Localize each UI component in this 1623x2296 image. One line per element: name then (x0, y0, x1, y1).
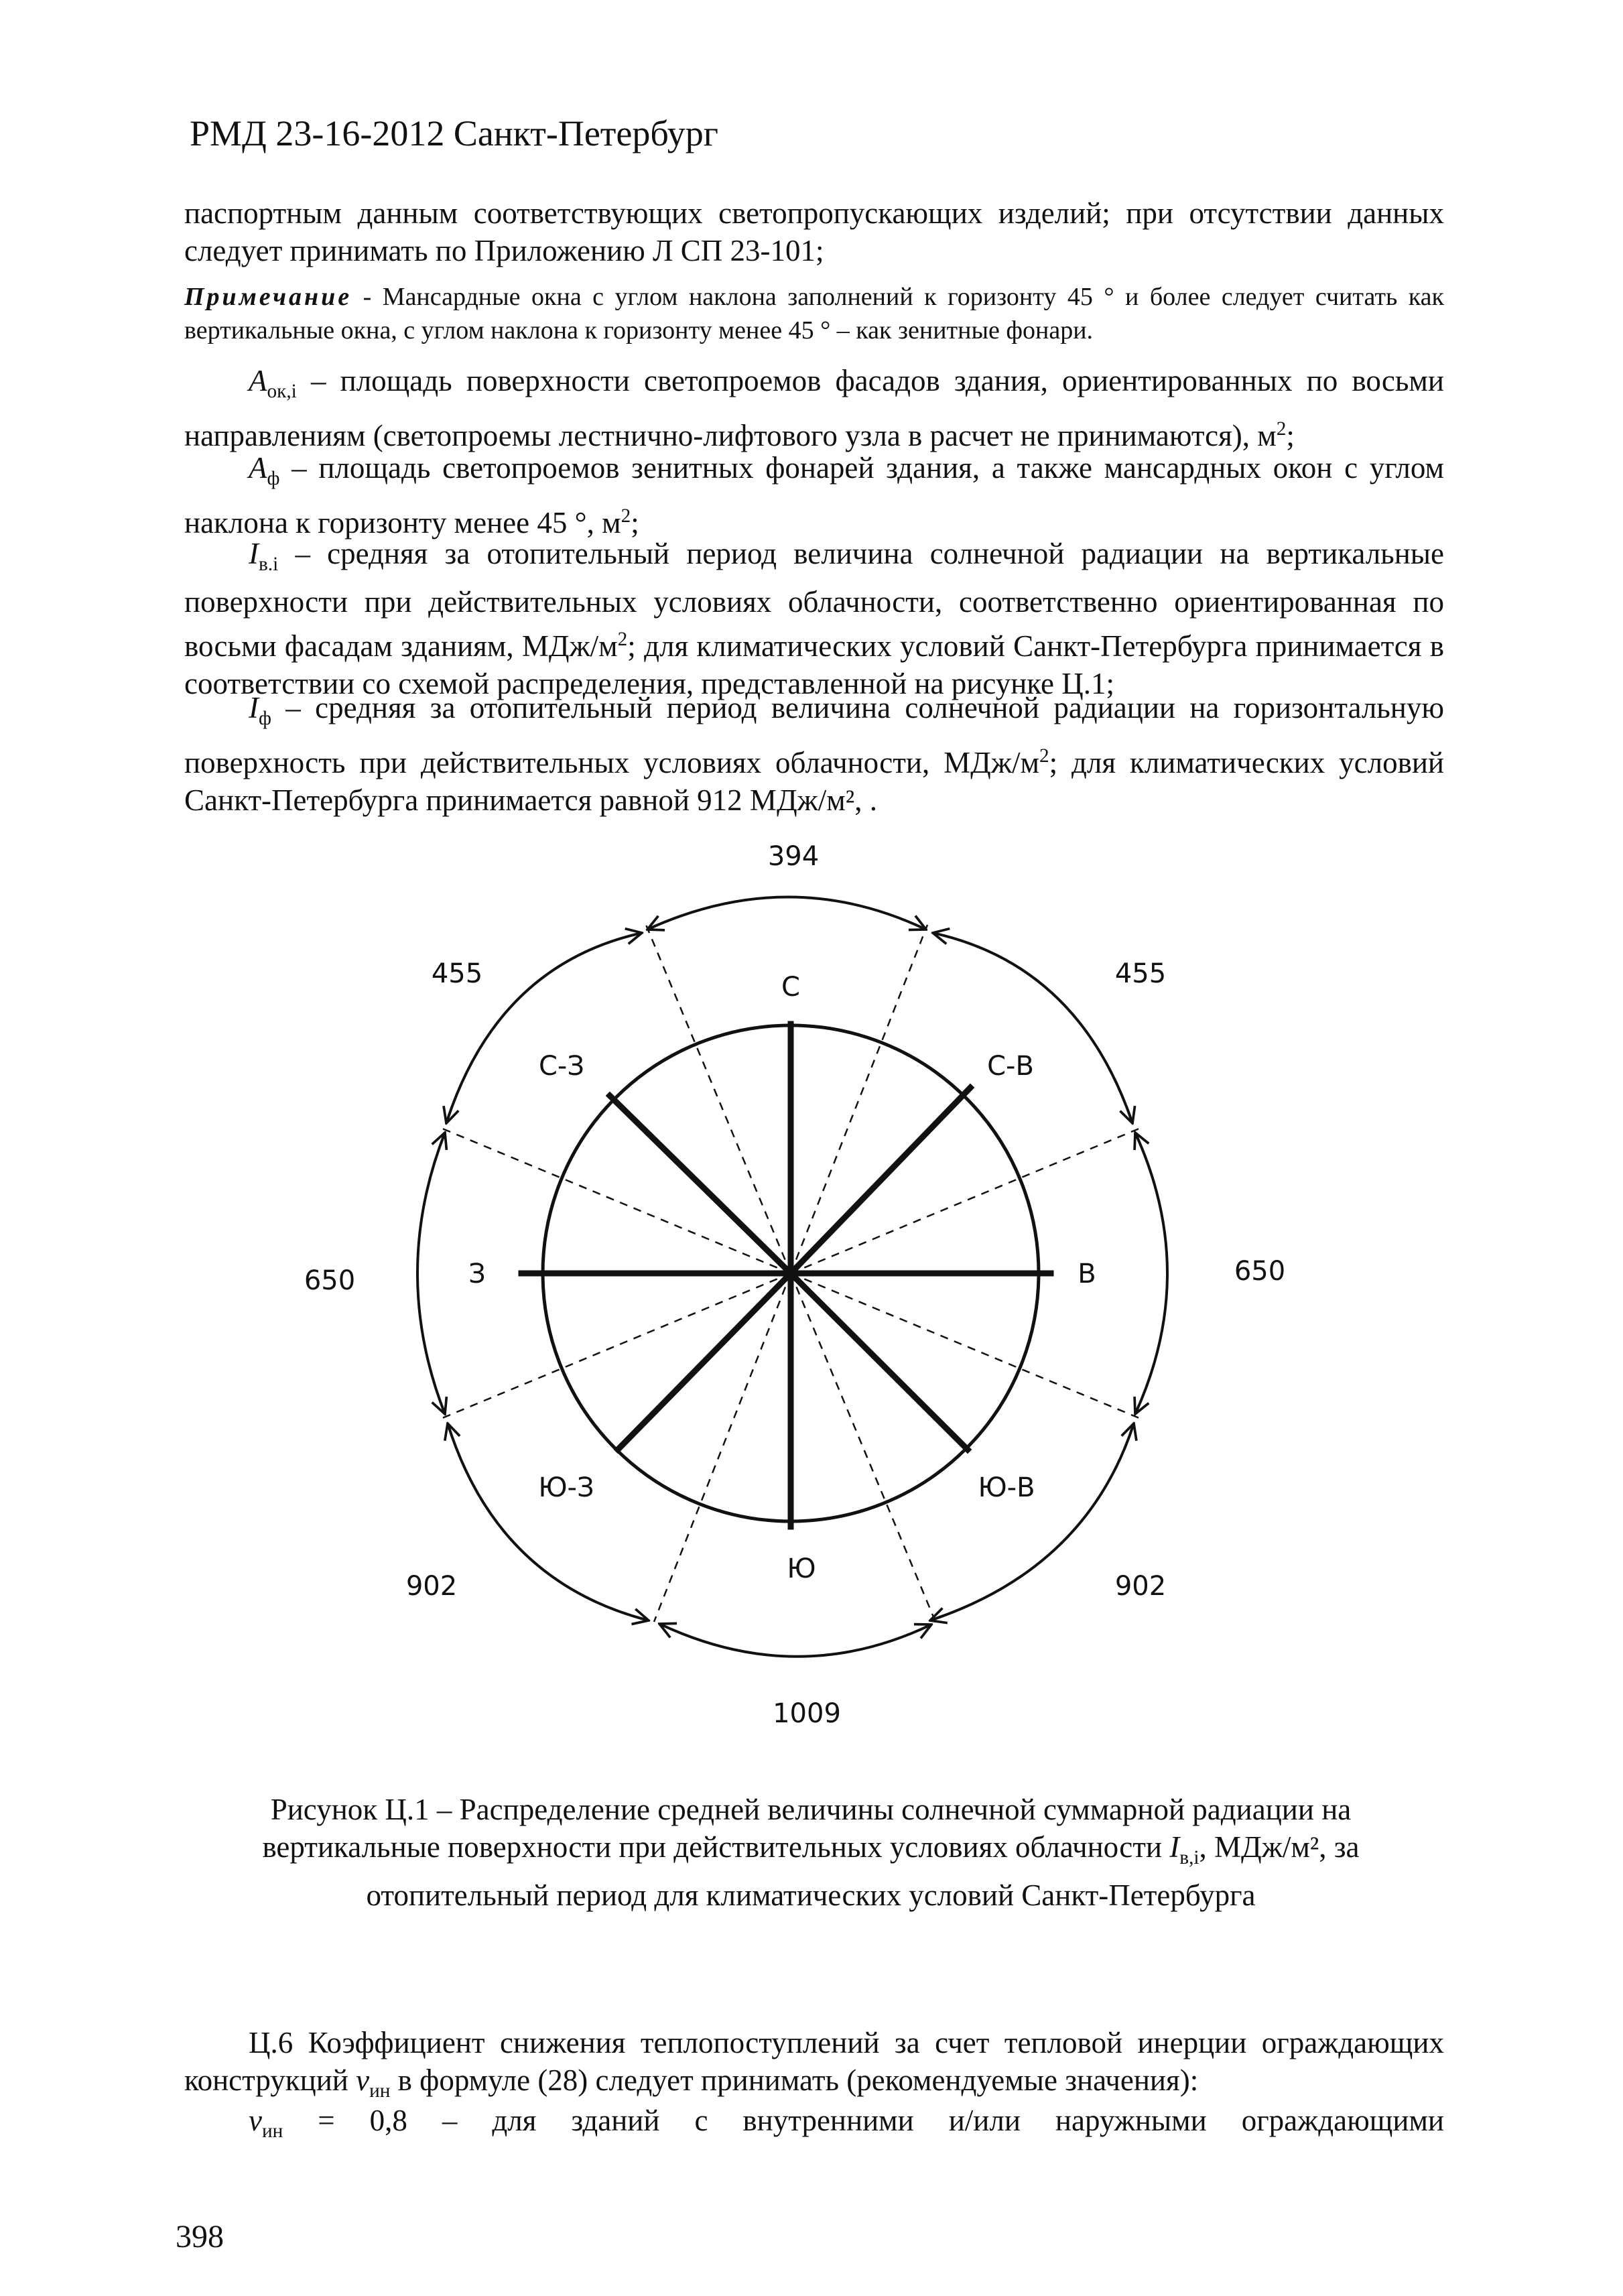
spoke-nw (610, 1096, 791, 1273)
value-e: 650 (1234, 1256, 1286, 1287)
boundary-ene (791, 1129, 1139, 1273)
spoke-se (791, 1273, 968, 1450)
definition-tail: ; для климатических условий Санкт-Петербурга принимается в соответствии со схемой распределения, представленной на рисунке Ц.1; (184, 629, 1444, 700)
boundary-ssw (654, 1273, 791, 1622)
boundary-nne (791, 925, 927, 1273)
symbol: A (249, 364, 267, 397)
spoke-ne (791, 1088, 970, 1273)
value-n: 394 (767, 841, 820, 872)
unit-superscript: 2 (1276, 418, 1287, 440)
note-label: Примечание (184, 283, 352, 311)
caption-line-2-pre: вертикальные поверхности при действительных условиях облачности (262, 1830, 1170, 1864)
definition-text: – средняя за отопительный период величина солнечной радиации на вертикальные поверхности при действительных условиях облачности, соответственно ориентированная по восьми фасадам зданиям, МДж/м (184, 537, 1444, 663)
definition-tail: ; (1286, 419, 1295, 452)
caption-line-2 (174, 1828, 1447, 1876)
definition-text: – средняя за отопительный период величина солнечной радиации на горизонтальную поверхность при действительных условиях облачности, МДж/м (184, 691, 1444, 779)
direction-label-nw: С-З (538, 1051, 585, 1082)
value-symbol: ν (249, 2104, 262, 2137)
boundary-wnw (442, 1129, 791, 1273)
direction-label-se: Ю-В (978, 1472, 1035, 1503)
figure-caption (174, 1791, 1447, 1914)
direction-label-n: С (781, 972, 800, 1003)
section-symbol-subscript: ин (369, 2080, 391, 2102)
spoke-sw (618, 1273, 791, 1450)
value-ne: 455 (1114, 958, 1167, 989)
value-line-text: = 0,8 – для зданий с внутренними и/или наружными ограждающими (283, 2104, 1444, 2137)
arrow-e (1135, 1133, 1167, 1414)
arrow-n (647, 897, 926, 930)
note-text: - Мансардные окна с углом наклона заполнений к горизонту 45 ° и более следует считать как вертикальные окна, с углом наклона к горизонту менее 45 ° – как зенитные фонари. (184, 283, 1444, 344)
symbol: I (249, 537, 259, 570)
definition-text: – площадь светопроемов зенитных фонарей здания, а также мансардных окон с углом наклона к горизонту менее 45 °, м (184, 451, 1444, 539)
value-s: 1009 (773, 1698, 841, 1729)
value-sw: 902 (405, 1571, 458, 1602)
value-nw: 455 (431, 958, 483, 989)
section-symbol: ν (356, 2063, 370, 2097)
direction-spokes (521, 1024, 1051, 1527)
page-header: РМД 23-16-2012 Санкт-Петербург (190, 113, 718, 153)
boundary-ese (791, 1273, 1139, 1418)
arrow-s (659, 1624, 931, 1657)
direction-label-s: Ю (787, 1553, 816, 1584)
intro-paragraph (184, 194, 1444, 269)
symbol-subscript: в.i (259, 554, 279, 575)
unit-superscript: 2 (617, 629, 628, 650)
definition-a-f (184, 449, 1444, 541)
caption-line-3: отопительный период для климатических условий Санкт-Петербурга (366, 1878, 1256, 1912)
section-c6-value-line (184, 2102, 1444, 2150)
symbol-subscript: ок,i (267, 381, 297, 402)
direction-label-ne: С-В (987, 1051, 1034, 1082)
direction-label-e: В (1078, 1259, 1096, 1289)
intro-text: паспортным данным соответствующих светопропускающих изделий; при отсутствии данных следует принимать по Приложению Л СП 23-101; (184, 196, 1444, 267)
unit-superscript: 2 (1039, 745, 1049, 767)
note-paragraph (184, 280, 1444, 347)
page-number: 398 (176, 2219, 224, 2254)
symbol: A (249, 451, 267, 485)
definition-tail: ; для климатических условий Санкт-Петербурга принимается равной 912 МДж/м², . (184, 746, 1444, 817)
value-symbol-subscript: ин (261, 2120, 283, 2142)
value-se: 902 (1114, 1571, 1167, 1602)
radiation-distribution-figure (0, 824, 1623, 1763)
caption-line-1: Рисунок Ц.1 – Распределение средней величины солнечной суммарной радиации на (270, 1793, 1352, 1826)
unit-superscript: 2 (621, 505, 631, 527)
boundary-nnw (646, 925, 791, 1273)
symbol-subscript: ф (267, 468, 280, 489)
definition-i-f (184, 689, 1444, 819)
direction-label-sw: Ю-З (538, 1472, 594, 1503)
direction-label-w: З (468, 1259, 486, 1289)
arrow-w (417, 1133, 445, 1414)
caption-symbol: I (1169, 1830, 1180, 1864)
definition-a-ok (184, 362, 1444, 454)
symbol-subscript: ф (259, 708, 271, 729)
definition-i-v (184, 535, 1444, 702)
symbol: I (249, 691, 259, 724)
caption-symbol-subscript: в,i (1179, 1847, 1199, 1868)
section-text-2: в формуле (28) следует принимать (рекомендуемые значения): (390, 2063, 1199, 2097)
section-text-1: Ц.6 Коэффициент снижения теплопоступлений за счет тепловой инерции ограждающих конструкций (184, 2026, 1444, 2097)
boundary-wsw (442, 1273, 791, 1418)
definition-tail: ; (631, 506, 639, 539)
caption-line-2-post: , МДж/м², за (1199, 1830, 1360, 1864)
definition-text: – площадь поверхности светопроемов фасадов здания, ориентированных по восьми направлениям (светопроемы лестнично-лифтового узла в расчет не принимаются), м (184, 364, 1444, 452)
section-c6-paragraph (184, 2024, 1444, 2110)
value-w: 650 (304, 1265, 356, 1296)
